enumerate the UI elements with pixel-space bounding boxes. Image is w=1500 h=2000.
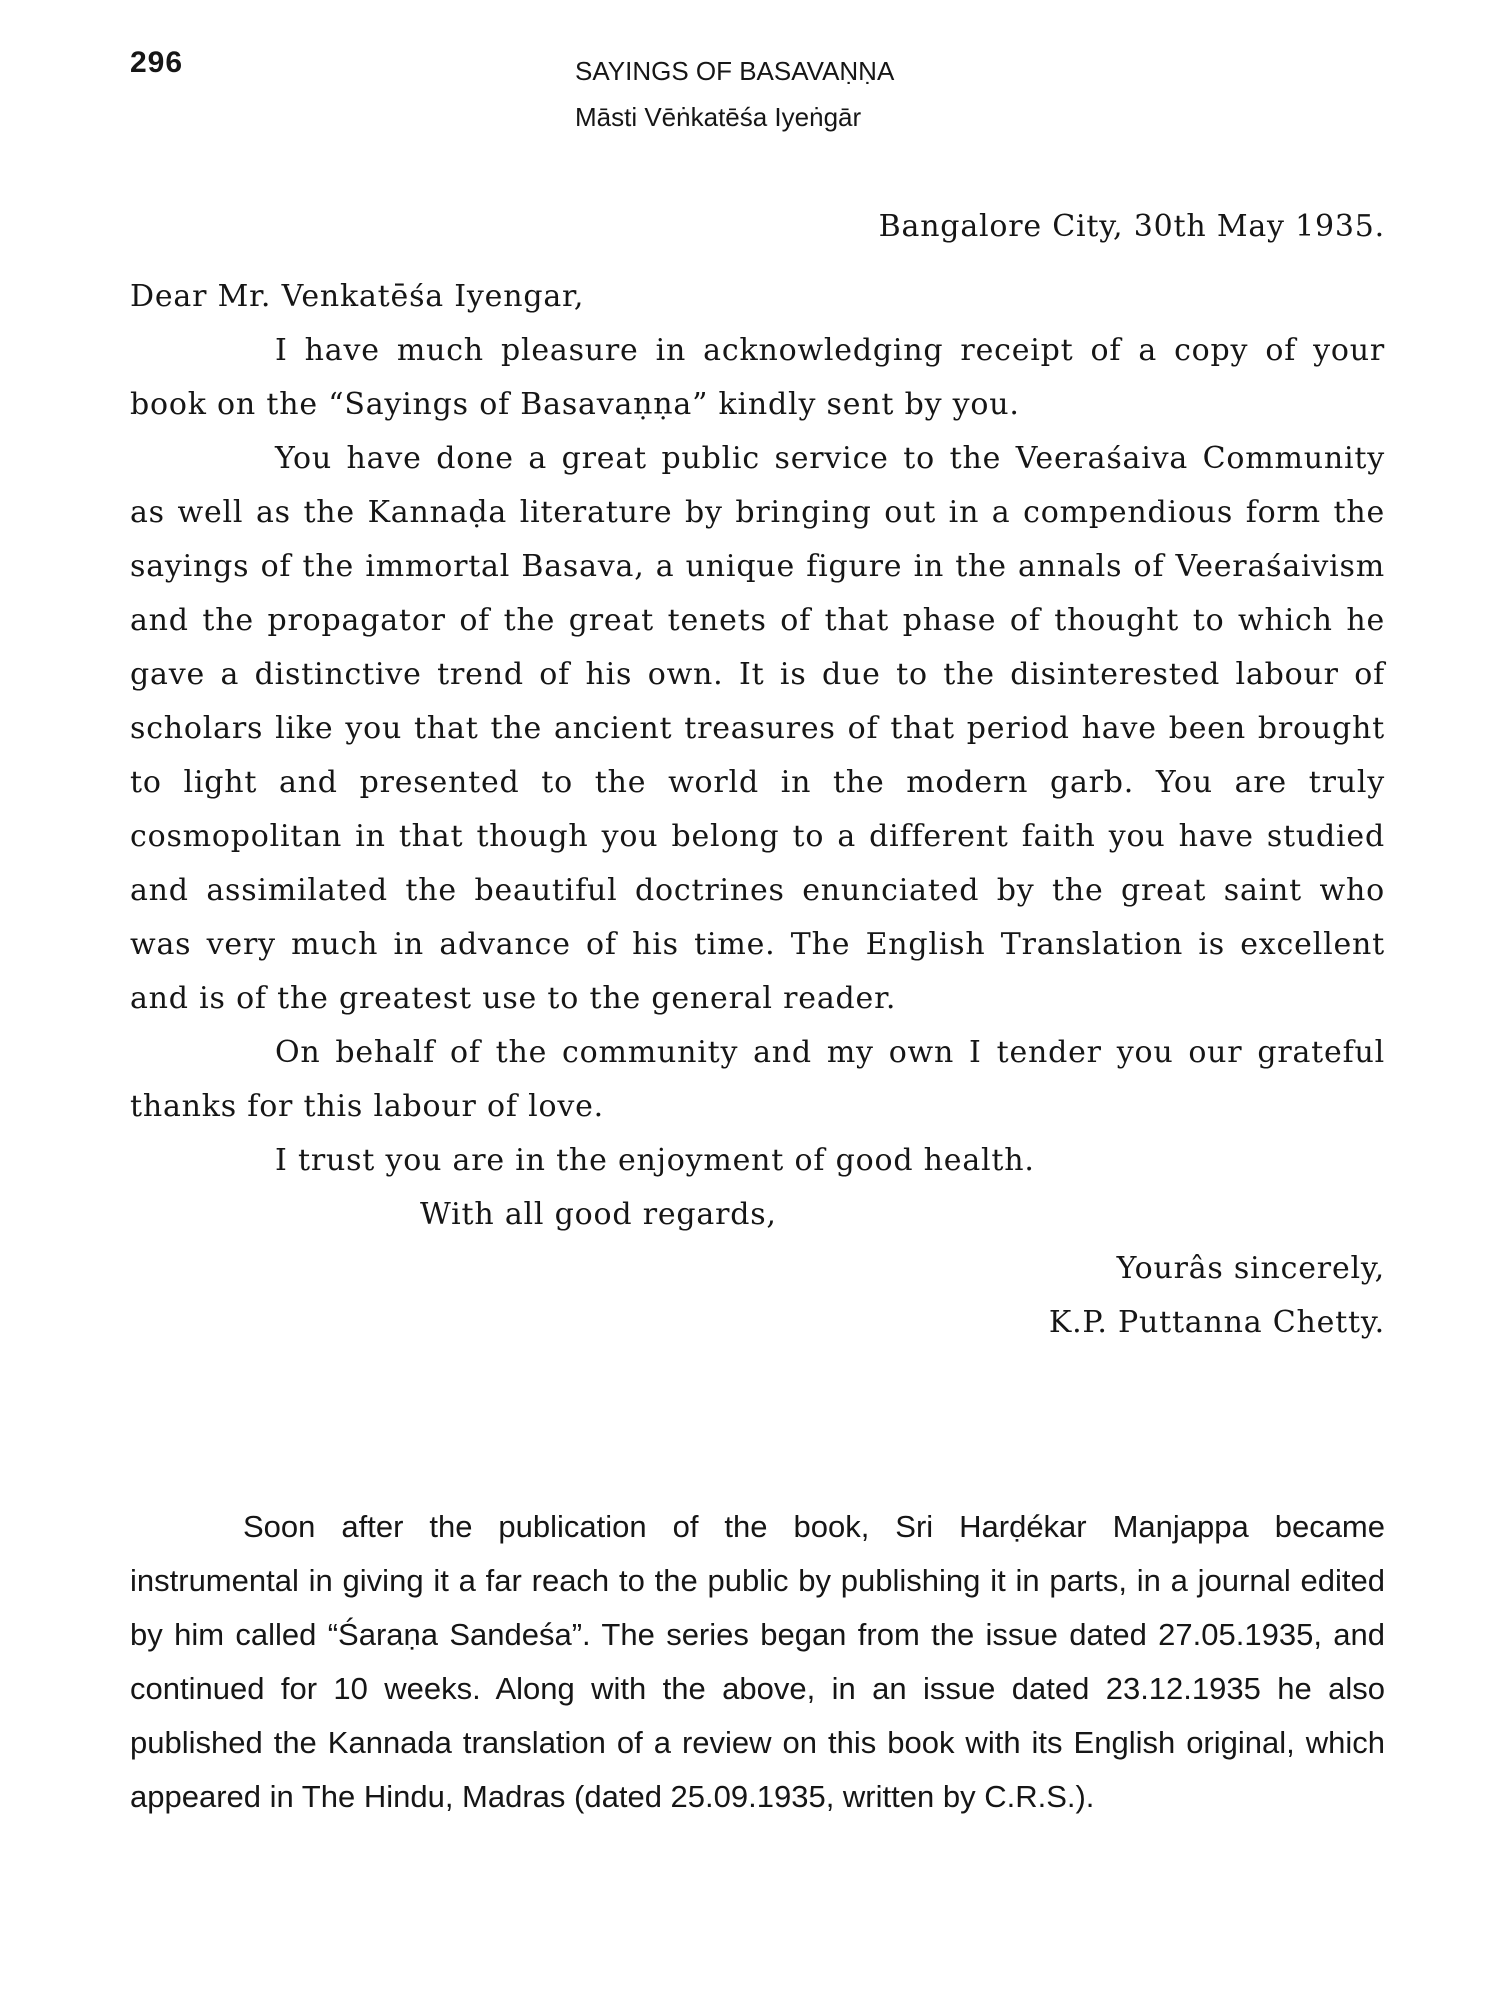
letter-paragraph: You have done a great public service to the Veeraśaiva Community as well as the Kannaḍa literature by bringing out in a compendious form the sayings of the immortal Basava, a unique figure in the annals of Veeraśaivism and the propagator of the great tenets of that phase of thought to which he gave a distinctive trend of his own. It is due to the disinterested labour of scholars like you that the ancient treasures of that period have been brought to light and presented to the world in the modern garb. You are truly cosmopolitan in that though you belong to a different faith you have studied and assimilated the beautiful doctrines enunciated by the great saint who was very much in advance of his time. The English Translation is excellent and is of the greatest use to the general reader. bbox=[130, 441, 1385, 1016]
publication-note bbox=[130, 1500, 1385, 1824]
letter bbox=[130, 200, 1385, 1350]
running-header bbox=[575, 48, 894, 140]
letter-signatory: K.P. Puttanna Chetty. bbox=[1048, 1305, 1385, 1340]
letter-signoff: Yourâs sincerely, bbox=[1116, 1251, 1385, 1286]
letter-dateline: Bangalore City, 30th May 1935. bbox=[878, 209, 1385, 244]
book-title: SAYINGS OF BASAVAṆṆA bbox=[575, 56, 895, 86]
letter-regards: With all good regards, bbox=[420, 1197, 777, 1232]
page-number: 296 bbox=[130, 46, 184, 79]
letter-paragraph: I have much pleasure in acknowledging receipt of a copy of your book on the “Sayings of Basavaṇṇa” kindly sent by you. bbox=[130, 333, 1385, 422]
letter-salutation: Dear Mr. Venkatēśa Iyengar, bbox=[130, 279, 585, 314]
note-paragraph: Soon after the publication of the book, Sri Harḍékar Manjappa became instrumental in giving it a far reach to the public by publishing it in parts, in a journal edited by him called “Śaraṇa Sandeśa”. The series began from the issue dated 27.05.1935, and continued for 10 weeks. Along with the above, in an issue dated 23.12.1935 he also published the Kannada translation of a review on this book with its English original, which appeared in The Hindu, Madras (dated 25.09.1935, written by C.R.S.). bbox=[130, 1509, 1385, 1814]
letter-paragraph: I trust you are in the enjoyment of good health. bbox=[275, 1143, 1035, 1178]
author-name: Māsti Vēṅkatēśa Iyeṅgār bbox=[575, 102, 862, 132]
letter-paragraph: On behalf of the community and my own I tender you our grateful thanks for this labour of love. bbox=[130, 1035, 1385, 1124]
